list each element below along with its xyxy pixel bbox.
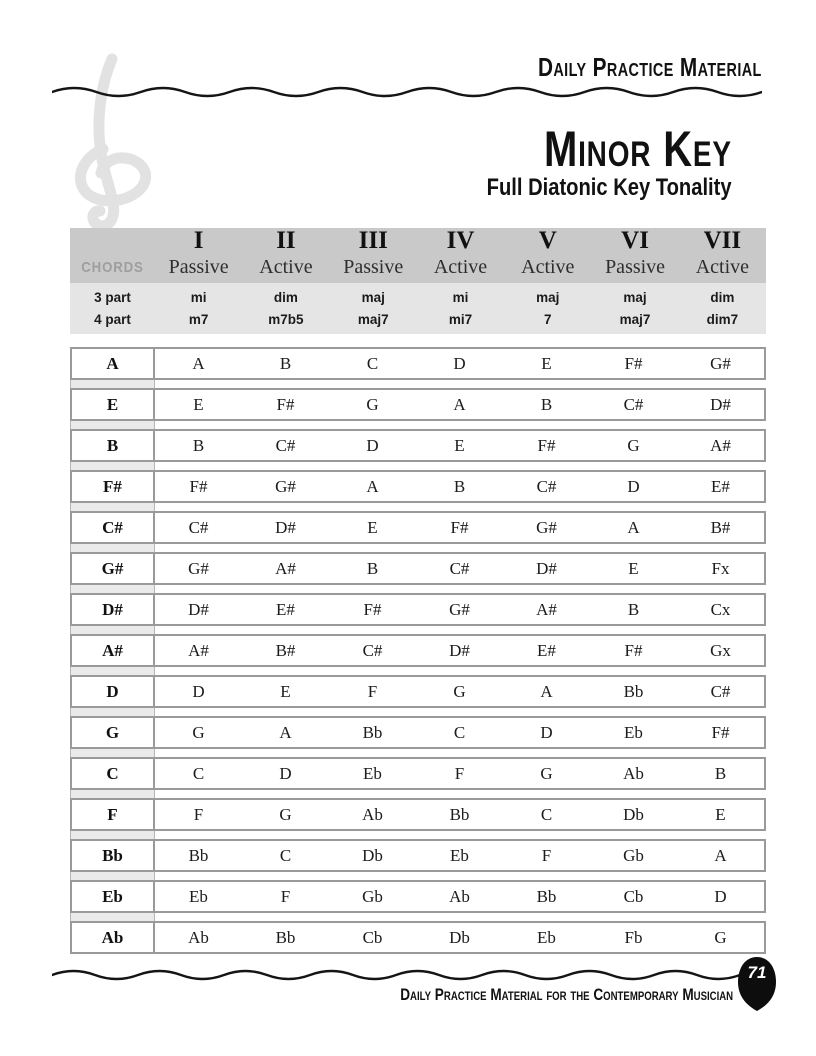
note-cell: A xyxy=(366,476,379,496)
note-cell: B xyxy=(279,353,292,373)
note-cell: A xyxy=(714,845,727,865)
note-cell: A xyxy=(279,722,292,742)
chord-quality: dim7 xyxy=(706,312,739,328)
note-cell: C# xyxy=(710,681,731,701)
note-cell: E xyxy=(193,394,204,414)
degree-numeral: VI xyxy=(621,227,649,254)
note-cell: D xyxy=(627,476,640,496)
chord-quality-band xyxy=(70,283,766,334)
note-cell: B xyxy=(453,476,466,496)
note-cell: C# xyxy=(188,517,209,537)
note-cell: D# xyxy=(710,394,731,414)
note-cell: E xyxy=(367,517,378,537)
key-cell: Eb xyxy=(72,882,155,911)
note-cell: Ab xyxy=(188,927,209,947)
key-cell: F# xyxy=(72,472,155,501)
note-cell: D# xyxy=(536,558,557,578)
degree-numeral: III xyxy=(358,227,388,254)
key-row xyxy=(70,347,766,380)
note-cell: G xyxy=(453,681,466,701)
key-cell: D# xyxy=(72,595,155,624)
key-cell: G xyxy=(72,718,155,747)
page-title: Minor Key xyxy=(544,121,732,177)
note-cell: Fb xyxy=(624,927,643,947)
note-cell: E# xyxy=(537,640,556,660)
note-cell: Gb xyxy=(362,886,383,906)
note-cell: Gb xyxy=(623,845,644,865)
degree-numeral: V xyxy=(538,227,557,254)
note-cell: B xyxy=(192,435,205,455)
note-cell: C xyxy=(540,804,553,824)
note-cell: E xyxy=(280,681,291,701)
key-cell: G# xyxy=(72,554,155,583)
note-cell: E# xyxy=(276,599,295,619)
note-cell: D xyxy=(714,886,727,906)
note-cell: G xyxy=(540,763,553,783)
chord-quality: mi xyxy=(190,289,207,305)
note-cell: D# xyxy=(188,599,209,619)
chord-quality: maj7 xyxy=(619,312,651,328)
chord-quality: mi7 xyxy=(448,312,473,328)
header-label: Daily Practice Material xyxy=(538,52,762,82)
key-cell: A# xyxy=(72,636,155,665)
note-cell: C xyxy=(453,722,466,742)
note-cell: G xyxy=(279,804,292,824)
note-cell: B# xyxy=(710,517,731,537)
degree-column xyxy=(155,228,242,278)
degree-function: Active xyxy=(433,256,488,278)
degree-numeral: IV xyxy=(446,227,475,254)
chord-quality: mi xyxy=(452,289,469,305)
note-cell: A# xyxy=(275,558,296,578)
chord-quality: m7b5 xyxy=(268,312,304,328)
chord-quality: maj xyxy=(536,289,560,305)
note-cell: F xyxy=(193,804,204,824)
note-cell: Eb xyxy=(450,845,469,865)
degree-column xyxy=(591,228,678,278)
note-cell: Gx xyxy=(710,640,731,660)
note-cell: D xyxy=(366,435,379,455)
note-cell: A# xyxy=(536,599,557,619)
degree-numeral: II xyxy=(276,227,296,254)
degree-header-band xyxy=(70,228,766,283)
note-cell: D xyxy=(192,681,205,701)
note-cell: F xyxy=(454,763,465,783)
note-cell: G xyxy=(714,927,727,947)
note-cell: Fx xyxy=(711,558,730,578)
note-cell: F# xyxy=(537,435,556,455)
note-cell: Db xyxy=(362,845,383,865)
note-cell: D xyxy=(279,763,292,783)
note-cell: F xyxy=(541,845,552,865)
note-cell: G xyxy=(627,435,640,455)
note-cell: G xyxy=(192,722,205,742)
note-cell: G# xyxy=(710,353,731,373)
degree-function: Passive xyxy=(343,256,404,278)
header-wave-rule xyxy=(52,83,762,101)
footer-label: Daily Practice Material for the Contemporary Musician xyxy=(400,985,733,1004)
note-cell: E xyxy=(715,804,726,824)
note-cell: F# xyxy=(450,517,469,537)
chord-quality: dim xyxy=(710,289,735,305)
note-cell: E xyxy=(541,353,552,373)
note-cell: B# xyxy=(275,640,296,660)
degree-column xyxy=(679,228,766,278)
note-cell: C# xyxy=(536,476,557,496)
note-cell: B xyxy=(627,599,640,619)
note-cell: Bb xyxy=(362,722,383,742)
note-cell: F xyxy=(367,681,378,701)
key-row xyxy=(70,757,766,790)
note-cell: Eb xyxy=(363,763,382,783)
note-cell: C# xyxy=(362,640,383,660)
degree-numeral: VII xyxy=(703,227,742,254)
key-row xyxy=(70,388,766,421)
page-number-badge xyxy=(736,955,778,1013)
note-cell: Eb xyxy=(624,722,643,742)
note-cell: Bb xyxy=(188,845,209,865)
note-cell: B xyxy=(366,558,379,578)
note-cell: C# xyxy=(449,558,470,578)
four-part-row xyxy=(70,312,766,327)
chord-quality: maj xyxy=(361,289,385,305)
note-cell: Bb xyxy=(449,804,470,824)
note-cell: Db xyxy=(623,804,644,824)
note-cell: C xyxy=(279,845,292,865)
key-row xyxy=(70,552,766,585)
note-cell: Cx xyxy=(710,599,731,619)
key-row xyxy=(70,716,766,749)
key-row xyxy=(70,634,766,667)
degree-function: Passive xyxy=(168,256,229,278)
key-row xyxy=(70,511,766,544)
page-number: 71 xyxy=(747,963,767,982)
key-row xyxy=(70,921,766,954)
note-cell: F# xyxy=(189,476,208,496)
degree-function: Active xyxy=(521,256,575,278)
three-part-row xyxy=(70,290,766,305)
key-row xyxy=(70,470,766,503)
key-row xyxy=(70,880,766,913)
note-cell: Eb xyxy=(189,886,208,906)
treble-clef-icon xyxy=(70,45,200,230)
key-row xyxy=(70,839,766,872)
note-cell: D# xyxy=(449,640,470,660)
key-cell: F xyxy=(72,800,155,829)
chord-header-table xyxy=(70,228,766,334)
key-cell: C xyxy=(72,759,155,788)
note-cell: D xyxy=(453,353,466,373)
footer-wave-rule xyxy=(52,966,740,984)
chord-quality: maj xyxy=(623,289,647,305)
key-cell: D xyxy=(72,677,155,706)
note-cell: F# xyxy=(276,394,295,414)
note-cell: Db xyxy=(449,927,470,947)
note-cell: D xyxy=(540,722,553,742)
note-cell: A# xyxy=(710,435,731,455)
note-cell: E# xyxy=(711,476,730,496)
note-cell: F# xyxy=(624,640,643,660)
note-cell: C# xyxy=(623,394,644,414)
note-cell: Ab xyxy=(623,763,644,783)
key-cell: Ab xyxy=(72,923,155,952)
note-cell: G xyxy=(366,394,379,414)
note-cell: D# xyxy=(275,517,296,537)
note-cell: Cb xyxy=(362,927,383,947)
key-row xyxy=(70,429,766,462)
key-row xyxy=(70,798,766,831)
note-cell: E xyxy=(454,435,465,455)
key-table xyxy=(70,347,766,954)
key-cell: A xyxy=(72,349,155,378)
key-row xyxy=(70,593,766,626)
note-cell: C xyxy=(192,763,205,783)
note-cell: F# xyxy=(624,353,643,373)
degree-column xyxy=(504,228,591,278)
key-cell: C# xyxy=(72,513,155,542)
key-row xyxy=(70,675,766,708)
degree-function: Active xyxy=(695,256,749,278)
note-cell: F xyxy=(280,886,291,906)
degree-column xyxy=(417,228,504,278)
note-cell: G# xyxy=(449,599,470,619)
note-cell: E xyxy=(628,558,639,578)
note-cell: Cb xyxy=(623,886,644,906)
note-cell: F# xyxy=(711,722,730,742)
note-cell: A# xyxy=(188,640,209,660)
note-cell: Ab xyxy=(449,886,470,906)
note-cell: Bb xyxy=(275,927,296,947)
chord-quality: maj7 xyxy=(357,312,389,328)
chords-label: CHORDS xyxy=(81,259,144,276)
note-cell: Bb xyxy=(623,681,644,701)
note-cell: B xyxy=(714,763,727,783)
note-cell: G# xyxy=(188,558,209,578)
chord-quality: dim xyxy=(273,289,298,305)
page-subtitle: Full Diatonic Key Tonality xyxy=(487,174,732,201)
note-cell: G# xyxy=(536,517,557,537)
degree-column xyxy=(330,228,417,278)
degree-column xyxy=(242,228,329,278)
note-cell: F# xyxy=(363,599,382,619)
chord-quality: 7 xyxy=(544,312,552,328)
key-cell: Bb xyxy=(72,841,155,870)
degree-numeral: I xyxy=(193,227,204,254)
note-cell: A xyxy=(627,517,640,537)
note-cell: C xyxy=(366,353,379,373)
key-cell: E xyxy=(72,390,155,419)
degree-function: Passive xyxy=(605,256,666,278)
note-cell: A xyxy=(453,394,466,414)
note-cell: Ab xyxy=(362,804,383,824)
four-part-label: 4 part xyxy=(94,312,131,328)
key-cell: B xyxy=(72,431,155,460)
note-cell: Eb xyxy=(537,927,556,947)
chord-quality: m7 xyxy=(188,312,209,328)
degree-function: Active xyxy=(259,256,313,278)
note-cell: C# xyxy=(275,435,296,455)
note-cell: A xyxy=(540,681,553,701)
note-cell: B xyxy=(540,394,553,414)
three-part-label: 3 part xyxy=(94,289,131,305)
note-cell: G# xyxy=(275,476,296,496)
note-cell: A xyxy=(192,353,205,373)
note-cell: Bb xyxy=(536,886,557,906)
